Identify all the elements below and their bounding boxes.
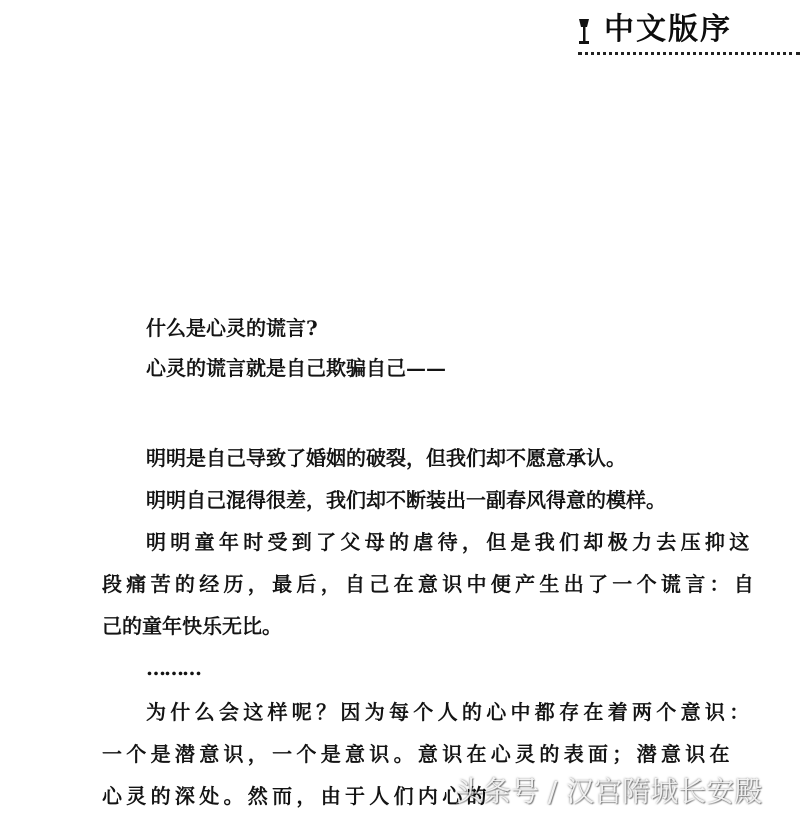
watermark: 头条号 / 汉宫隋城长安殿 xyxy=(455,775,763,808)
question-answer: 心灵的谎言就是自己欺骗自己—— xyxy=(146,356,446,380)
paragraph-4-line-2: 一个是潜意识，一个是意识。意识在心灵的表面；潜意识在 xyxy=(102,742,734,766)
lamp-icon xyxy=(576,18,592,48)
paragraph-3-line-2: 段痛苦的经历，最后，自己在意识中便产生出了一个谎言：自 xyxy=(102,572,759,596)
question-title: 什么是心灵的谎言? xyxy=(146,316,318,340)
paragraph-3-line-3: 己的童年快乐无比。 xyxy=(102,614,282,638)
page-header xyxy=(574,8,800,56)
dotted-rule xyxy=(578,52,800,55)
ellipsis: ……… xyxy=(146,656,200,680)
paragraph-3-line-1: 明明童年时受到了父母的虐待，但是我们却极力去压抑这 xyxy=(146,530,754,554)
paragraph-4-line-1: 为什么会这样呢？因为每个人的心中都存在着两个意识： xyxy=(146,700,754,724)
paragraph-2: 明明自己混得很差，我们却不断装出一副春风得意的模样。 xyxy=(146,488,666,512)
paragraph-1: 明明是自己导致了婚姻的破裂，但我们却不愿意承认。 xyxy=(146,446,626,470)
section-title: 中文版序 xyxy=(604,12,732,47)
paragraph-4-line-3: 心灵的深处。然而，由于人们内心的 xyxy=(102,784,491,808)
